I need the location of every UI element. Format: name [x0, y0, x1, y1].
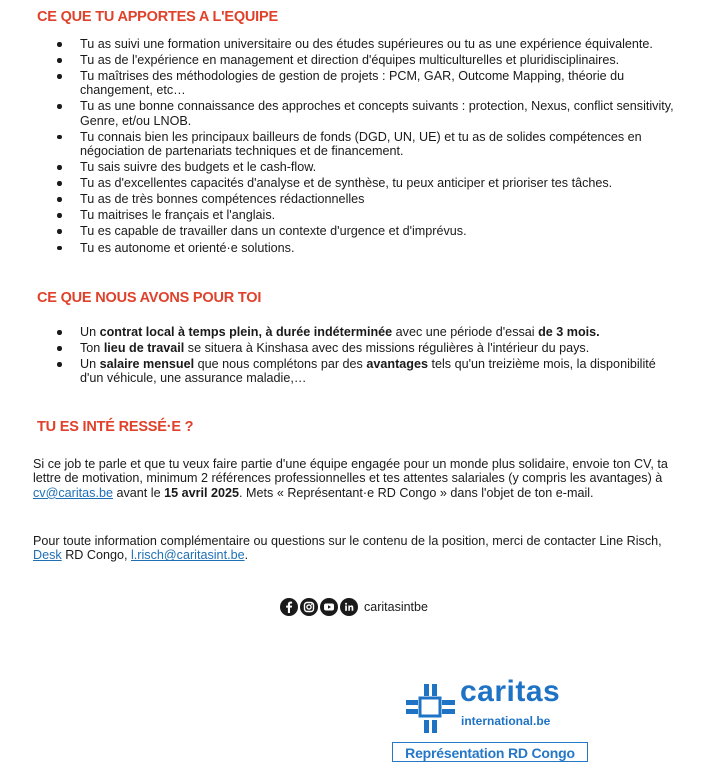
application-paragraph [33, 457, 678, 500]
list-item: Tu as de l'expérience en management et direction d'équipes multiculturelles et pluridisciplinaires. [37, 53, 677, 67]
text-run: que nous complétons par des [194, 357, 367, 372]
text-run: tels qu'un treizième mois, la disponibilité d'un véhicule, une assurance maladie,… [80, 357, 656, 386]
list-item: Tu maitrises le français et l'anglais. [37, 208, 677, 222]
list-item: Tu as d'excellentes capacités d'analyse et de synthèse, tu peux anticiper et prioriser tes tâches. [37, 176, 677, 190]
list-item: Tu as une bonne connaissance des approches et concepts suivants : protection, Nexus, conflict sensitivity, Genre, et/ou LNOB. [37, 99, 677, 127]
list-item: Tu sais suivre des budgets et le cash-flow. [37, 160, 677, 174]
text-run: Un [80, 357, 100, 372]
youtube-icon[interactable] [320, 598, 338, 616]
deadline-date: 15 avril 2025 [164, 485, 240, 500]
desk-link[interactable]: Desk [33, 548, 62, 563]
social-handle: caritasintbe [364, 600, 428, 614]
contact-email-link[interactable]: l.risch@caritasint.be [131, 548, 245, 563]
text-run: . [244, 548, 249, 563]
linkedin-icon[interactable] [340, 598, 358, 616]
text-run: . Mets « Représentant·e RD Congo » dans l'objet de ton e-mail. [239, 485, 594, 500]
offer-list [37, 325, 677, 387]
social-links [280, 597, 428, 617]
text-bold: contrat local à temps plein, à durée indéterminée [99, 325, 393, 339]
section-heading-offre: CE QUE NOUS AVONS POUR TOI [37, 290, 262, 306]
list-item [37, 341, 677, 355]
list-item: Tu es capable de travailler dans un contexte d'urgence et d'imprévus. [37, 224, 677, 238]
instagram-icon[interactable] [300, 598, 318, 616]
text-bold: salaire mensuel [99, 357, 195, 372]
list-item: Tu es autonome et orienté·e solutions. [37, 241, 677, 255]
list-item [37, 357, 677, 385]
logo-wordmark: caritas [460, 675, 561, 708]
list-item: Tu connais bien les principaux bailleurs de fonds (DGD, UN, UE) et tu as de solides compétences en négociation de partenariats techniques et de financement. [37, 130, 677, 158]
section-heading-apports: CE QUE TU APPORTES A L'EQUIPE [37, 9, 278, 25]
text-run: Si ce job te parle et que tu veux faire partie d'une équipe engagée pour un monde plus solidaire, envoie ton CV, ta lettre de motivation, minimum 2 références professionnelles et tes attentes salariales (y compris les avantages) à [33, 457, 668, 486]
list-item: Tu as de très bonnes compétences rédactionnelles [37, 192, 677, 206]
list-item: Tu as suivi une formation universitaire ou des études supérieures ou tu as une expérience équivalente. [37, 37, 677, 51]
list-item: Tu maîtrises des méthodologies de gestion de projets : PCM, GAR, Outcome Mapping, théorie du changement, etc… [37, 69, 677, 97]
application-email-link[interactable]: cv@caritas.be [33, 485, 113, 500]
caritas-cross-icon [406, 684, 458, 736]
text-run: avant le [112, 485, 165, 500]
text-run: Ton [80, 341, 104, 356]
text-bold: de 3 mois. [538, 325, 600, 339]
facebook-icon[interactable] [280, 598, 298, 616]
list-item [37, 325, 677, 339]
text-run: Un [80, 325, 100, 339]
text-run: avec une période d'essai [392, 325, 539, 339]
text-run: RD Congo, [61, 548, 131, 563]
logo-subtitle: international.be [461, 714, 551, 728]
text-run: Pour toute information complémentaire ou questions sur le contenu de la position, merci de contacter Line Risch, [33, 534, 662, 548]
representation-stamp: Représentation RD Congo [392, 742, 588, 762]
contact-paragraph [33, 534, 678, 563]
text-run: se situera à Kinshasa avec des missions régulières à l'intérieur du pays. [184, 341, 590, 356]
section-heading-interesse: TU ES INTÉ RESSÉ·E ? [37, 419, 194, 435]
skills-list [37, 37, 677, 257]
caritas-logo [404, 675, 596, 740]
text-bold: avantages [366, 357, 428, 372]
text-bold: lieu de travail [103, 341, 185, 356]
